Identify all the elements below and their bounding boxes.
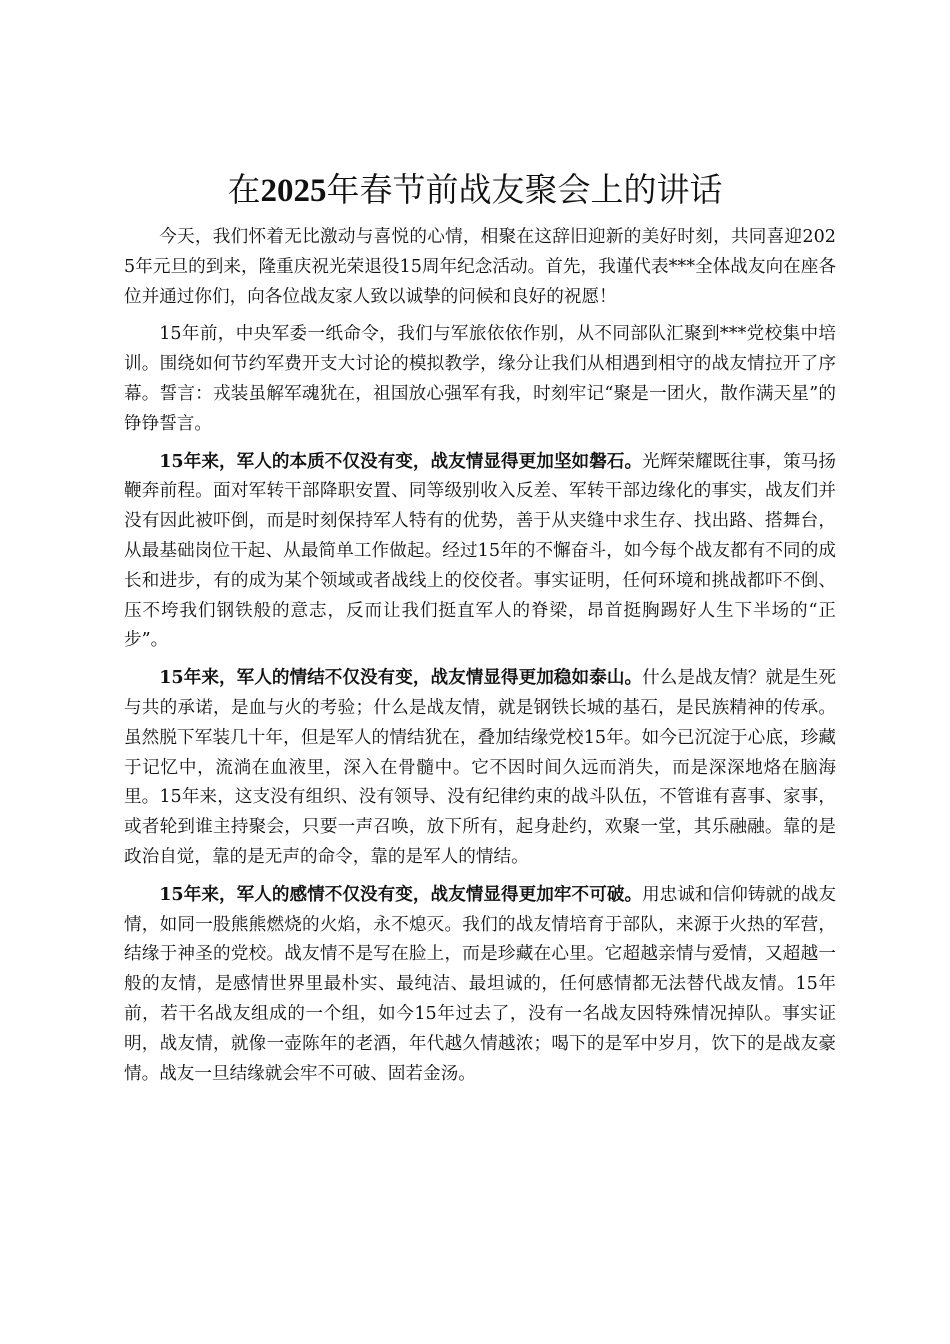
- paragraph-opening: [124, 222, 836, 312]
- paragraph-emotion: [124, 880, 836, 1090]
- paragraph-history: [124, 319, 836, 439]
- paragraph-text: 光辉荣耀既往事，策马扬鞭奔前程。面对军转干部降职安置、同等级别收入反差、军转干部边缘化的事实，战友们并没有因此被吓倒，而是时刻保持军人特有的优势，善于从夹缝中求生存、找出路、搭舞台，从最基础岗位干起、从最简单工作做起。经过15年的不懈奋斗，如今每个战友都有不同的成长和进步，有的成为某个领域或者战线上的佼佼者。事实证明，任何环境和挑战都吓不倒、压不垮我们钢铁般的意志，反而让我们挺直军人的脊梁，昂首挺胸踢好人生下半场的“正步”。: [124, 451, 836, 651]
- document-body: [124, 222, 836, 1096]
- paragraph-lead: 15年来，军人的感情不仅没有变，战友情显得更加牢不可破。: [159, 883, 643, 905]
- paragraph-text: 用忠诚和信仰铸就的战友情，如同一股熊熊燃烧的火焰，永不熄灭。我们的战友情培育于部队，来源于火热的军营，结缘于神圣的党校。战友情不是写在脸上，而是珍藏在心里。它超越亲情与爱情，又超越一般的友情，是感情世界里最朴实、最纯洁、最坦诚的，任何感情都无法替代战友情。15年前，若干名战友组成的一个组，如今15年过去了，没有一名战友因特殊情况掉队。事实证明，战友情，就像一壶陈年的老酒，年代越久情越浓；喝下的是军中岁月，饮下的是战友豪情。战友一旦结缘就会牢不可破、固若金汤。: [124, 884, 836, 1084]
- paragraph-text: 15年前，中央军委一纸命令，我们与军旅依依作别，从不同部队汇聚到***党校集中培训。围绕如何节约军费开支大讨论的模拟教学，缘分让我们从相遇到相守的战友情拉开了序幕。誓言：戎装虽解军魂犹在，祖国放心强军有我，时刻牢记“聚是一团火，散作满天星”的铮铮誓言。: [124, 324, 836, 434]
- paragraph-essence: [124, 447, 836, 657]
- paragraph-lead: 15年来，军人的本质不仅没有变，战友情显得更加坚如磐石。: [159, 450, 643, 472]
- title-year: 2025: [260, 173, 327, 209]
- paragraph-text: 什么是战友情？就是生死与共的承诺，是血与火的考验；什么是战友情，就是钢铁长城的基石，是民族精神的传承。虽然脱下军装几十年，但是军人的情结犹在，叠加结缘党校15年。如今已沉淀于心底，珍藏于记忆中，流淌在血液里，深入在骨髓中。它不因时间久远而消失，而是深深地烙在脑海里。15年来，这支没有组织、没有领导、没有纪律约束的战斗队伍，不管谁有喜事、家事，或者轮到谁主持聚会，只要一声召唤，放下所有，起身赴约，欢聚一堂，其乐融融。靠的是政治自觉，靠的是无声的命令，靠的是军人的情结。: [124, 668, 836, 867]
- title-suffix: 年春节前战友聚会上的讲话: [326, 170, 723, 209]
- title-prefix: 在: [227, 170, 261, 209]
- paragraph-text: 今天，我们怀着无比激动与喜悦的心情，相聚在这辞旧迎新的美好时刻，共同喜迎2025年元旦的到来，隆重庆祝光荣退役15周年纪念活动。首先，我谨代表***全体战友向在座各位并通过你们，向各位战友家人致以诚挚的问候和良好的祝愿！: [124, 227, 836, 307]
- paragraph-sentiment: [124, 663, 836, 873]
- paragraph-lead: 15年来，军人的情结不仅没有变，战友情显得更加稳如泰山。: [159, 667, 643, 689]
- document-title: [0, 168, 950, 213]
